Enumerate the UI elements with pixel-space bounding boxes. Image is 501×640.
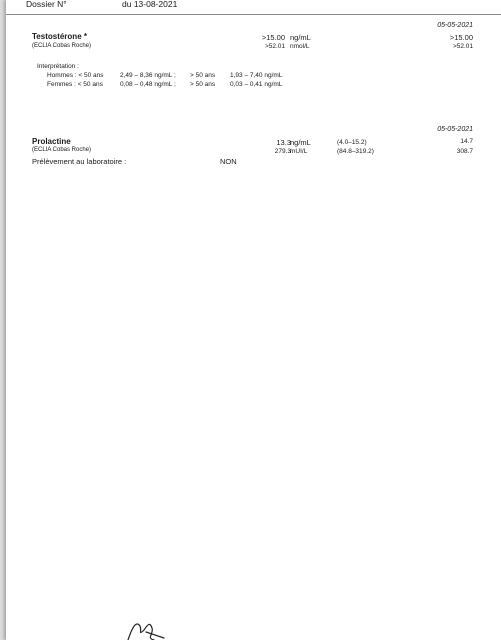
prolactine-value-ngml: 13.3 [276, 138, 291, 147]
signature-scribble [124, 618, 184, 640]
testosterone-value-ngml: >15.00 [261, 33, 285, 42]
interp-sex-age: Hommes : < 50 ans [47, 72, 104, 79]
prolactine-prev-value-mui: 308.7 [456, 148, 473, 155]
testosterone-prev-value-nmol: >52.01 [452, 43, 473, 50]
prelevement-label: Prélèvement au laboratoire : [32, 157, 127, 166]
interp-range-under50: 0,08 – 0,48 ng/mL ; [120, 81, 176, 88]
testosterone-method: (ECLIA Cobas Roche) [32, 43, 92, 49]
testosterone-prev-value-ngml: >15.00 [449, 33, 473, 42]
interp-age-over50: > 50 ans [190, 81, 216, 88]
prolactine-prev-value-ngml: 14.7 [460, 138, 473, 145]
testosterone-unit-nmol: nmol/L [290, 43, 310, 50]
prolactine-unit-ngml: ng/mL [290, 138, 311, 147]
interp-range-over50: 0,03 – 0,41 ng/mL [230, 81, 283, 88]
testosterone-prev-date: 05-05-2021 [437, 22, 473, 29]
prolactine-range-ngml: (4.0–15.2) [337, 139, 367, 146]
interp-range-over50: 1,93 – 7,40 ng/mL [230, 72, 283, 79]
testosterone-title: Testostérone * [32, 32, 87, 41]
report-page [6, 0, 501, 640]
prolactine-prev-date: 05-05-2021 [437, 126, 473, 133]
prolactine-method: (ECLIA Cobas Roche) [32, 147, 92, 153]
prolactine-range-mui: (84.8–319.2) [337, 148, 374, 155]
prelevement-value: NON [220, 157, 237, 166]
prolactine-unit-mui: mUI/L [290, 148, 308, 155]
testosterone-value-nmol: >52.01 [264, 43, 285, 50]
interp-age-over50: > 50 ans [190, 72, 216, 79]
dossier-label: Dossier N° [26, 0, 67, 9]
interp-sex-age: Femmes : < 50 ans [47, 81, 103, 88]
interp-range-under50: 2,49 – 8,36 ng/mL ; [120, 72, 176, 79]
header-divider [6, 14, 501, 15]
report-date: du 13-08-2021 [122, 0, 178, 9]
testosterone-unit-ngml: ng/mL [290, 33, 311, 42]
interpretation-title: Interprétation : [37, 63, 79, 70]
prolactine-value-mui: 279.3 [274, 148, 291, 155]
prolactine-title: Prolactine [32, 137, 71, 146]
